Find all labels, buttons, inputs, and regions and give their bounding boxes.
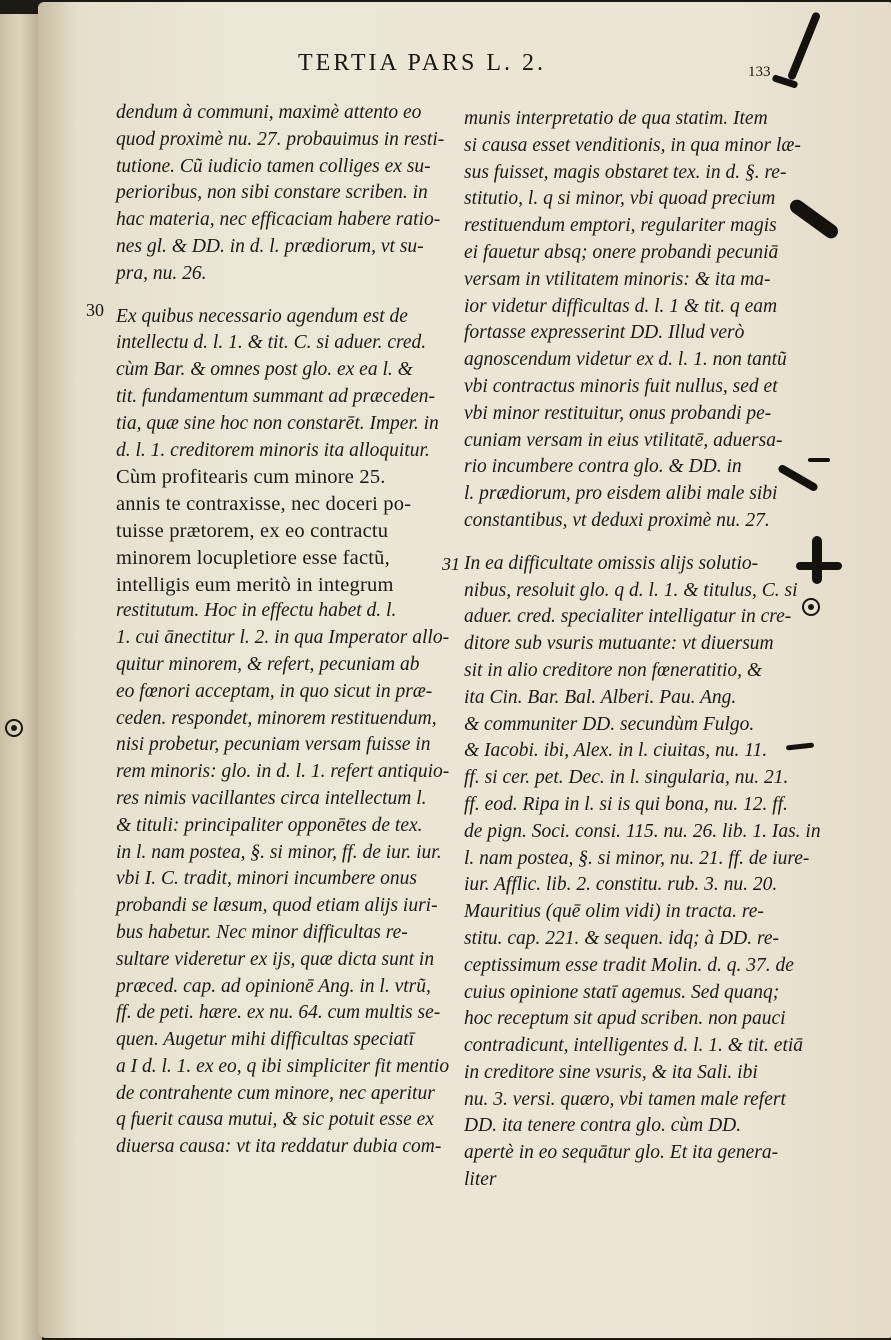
text-line: d. l. 1. creditorem minoris ita alloquitur. [116,439,430,461]
text-line: dendum à communi, maximè attento eo [116,102,422,123]
text-line: constantibus, vt deduxi proximè nu. 27. [464,509,770,531]
text-line: nibus, resoluit glo. q d. l. 1. & titulus, C. si [464,579,798,601]
text-line: nisi probetur, pecuniam versam fuisse in [116,734,431,756]
text-line: vbi I. C. tradit, minori incumbere onus [116,868,417,890]
text-line: & communiter DD. secundùm Fulgo. [464,713,755,735]
text-line: intelligis eum meritò in integrum [116,573,394,596]
text-line: apertè in eo sequātur glo. Et ita genera- [464,1142,779,1164]
text-line: in l. nam postea, §. si minor, ff. de iur. iur. [116,841,442,863]
text-line: stitu. cap. 221. & sequen. idq; à DD. re- [464,927,780,949]
text-line: de contrahente cum minore, nec aperitur [116,1082,435,1104]
paragraph-gap [464,535,784,551]
text-line: ff. de peti. hære. ex nu. 64. cum multis se- [116,1002,441,1024]
circle-mark-left [5,719,23,737]
ink-dash-1 [808,458,830,462]
running-title: TERTIA PARS L. 2. [298,50,547,76]
text-line: l. prædiorum, pro eisdem alibi male sibi [464,483,778,505]
text-line: cùm Bar. & omnes post glo. ex ea l. & [116,359,413,381]
text-line: In ea difficultate omissis alijs solutio- [464,552,759,574]
text-line: munis interpretatio de qua statim. Item [464,108,768,129]
ink-cross-horizontal [796,562,842,570]
text-line: 1. cui ānectitur l. 2. in qua Imperator allo- [116,627,450,649]
text-line: q fuerit causa mutui, & sic potuit esse ex [116,1109,434,1131]
text-line: tutione. Cũ iudicio tamen colliges ex su- [116,155,431,177]
text-line: tuisse prætorem, ex eo contractu [116,519,389,542]
text-line: eo fœnori acceptam, in quo sicut in præ- [116,680,433,702]
text-line: & Iacobi. ibi, Alex. in l. ciuitas, nu. 11. [464,740,768,762]
margin-number-30: 30 [86,300,104,320]
text-line: versam in vtilitatem minoris: & ita ma- [464,268,771,290]
text-line: DD. ita tenere contra glo. cùm DD. [464,1115,742,1137]
text-line: aduer. cred. specialiter intelligatur in cre- [464,606,792,628]
text-line: de pign. Soci. consi. 115. nu. 26. lib. 1. Ias. in [464,820,821,842]
text-line: præced. cap. ad opinionē Ang. in l. vtrũ, [116,975,431,997]
text-line: quen. Augetur mihi difficultas speciatī [116,1029,415,1051]
text-line: tia, quæ sine hoc non constarēt. Imper. in [116,412,439,434]
text-line: & tituli: principaliter opponētes de tex. [116,814,423,836]
text-line: ei fauetur absq; onere probandi pecuniā [464,241,779,263]
text-line: ceptissimum esse tradit Molin. d. q. 37. de [464,954,794,976]
text-line: rem minoris: glo. in d. l. 1. refert antiquio- [116,761,450,783]
text-line: hoc receptum sit apud scriben. non pauci [464,1008,786,1030]
text-line: sultare videretur ex ijs, quæ dicta sunt in [116,948,435,970]
text-line: bus habetur. Nec minor difficultas re- [116,921,408,943]
text-line: nu. 3. versi. quæro, vbi tamen male refert [464,1088,786,1110]
text-line: probandi se læsum, quod etiam alijs iuri- [116,895,438,917]
text-line: nes gl. & DD. in d. l. prædiorum, vt su- [116,235,424,257]
text-line: restitutum. Hoc in effectu habet d. l. [116,600,397,622]
text-line: ceden. respondet, minorem restituendum, [116,707,437,729]
text-line: ff. si cer. pet. Dec. in l. singularia, nu. 21. [464,767,789,789]
text-line: l. nam postea, §. si minor, nu. 21. ff. de iure- [464,847,810,869]
left-page-edge [0,14,42,1340]
text-line: perioribus, non sibi constare scriben. in [116,182,428,204]
text-line: diuersa causa: vt ita reddatur dubia com- [116,1136,442,1158]
text-line: tit. fundamentum summant ad præceden- [116,385,436,407]
text-line: liter [464,1169,497,1191]
text-line: cuniam versam in eius vtilitatē, aduersa- [464,429,783,451]
text-line: in creditore sine vsuris, & ita Sali. ibi [464,1061,758,1083]
text-line: Ex quibus necessario agendum est de [116,305,408,327]
margin-number-31: 31 [442,554,460,574]
text-line: quitur minorem, & refert, pecuniam ab [116,653,420,675]
text-line: vbi minor restituitur, onus probandi pe- [464,402,772,424]
text-line: annis te contraxisse, nec doceri po- [116,493,412,516]
text-line: ditore sub vsuris mutuante: vt diuersum [464,633,774,655]
text-line: contradicunt, intelligentes d. l. 1. & tit. etiā [464,1035,804,1057]
text-line: rio incumbere contra glo. & DD. in [464,456,742,478]
text-line: ior videtur difficultas d. l. 1 & tit. q eam [464,295,778,317]
text-line: vbi contractus minoris fuit nullus, sed et [464,375,778,397]
text-line: res nimis vacillantes circa intellectum l. [116,787,427,809]
folio-number: 133 [748,64,771,80]
text-line: sit in alio creditore non fœneratitio, & [464,659,763,681]
text-line: ita Cin. Bar. Bal. Alberi. Pau. Ang. [464,686,737,708]
ink-cross-vertical [812,536,822,584]
paragraph-gap [116,288,434,304]
text-line: stitutio, l. q si minor, vbi quoad precium [464,188,776,210]
text-line: hac materia, nec efficaciam habere ratio- [116,209,441,231]
left-column [116,100,450,1161]
text-line: Cùm profitearis cum minore 25. [116,466,386,489]
right-column [464,106,821,1194]
text-line: sus fuisset, magis obstaret tex. in d. §. re- [464,161,787,183]
text-line: si causa esset venditionis, in qua minor læ- [464,134,801,156]
text-line: intellectu d. l. 1. & tit. C. si aduer. cred. [116,332,427,354]
circle-mark-right [802,598,820,616]
text-line: fortasse expresserint DD. Illud verò [464,322,745,344]
text-line: ff. eod. Ripa in l. si is qui bona, nu. 12. ff. [464,793,788,815]
text-line: agnoscendum videtur ex d. l. 1. non tantũ [464,349,787,371]
text-line: restituendum emptori, regulariter magis [464,215,777,237]
text-line: a I d. l. 1. ex eo, q ibi simpliciter fit mentio [116,1055,450,1077]
text-line: quod proximè nu. 27. probauimus in resti- [116,128,445,150]
text-line: iur. Afflic. lib. 2. constitu. rub. 3. nu. 20. [464,874,778,896]
text-line: Mauritius (quē olim vidi) in tracta. re- [464,901,764,923]
text-line: pra, nu. 26. [116,262,207,284]
text-line: minorem locupletiore esse factũ, [116,546,390,569]
text-line: cuius opinione statī agemus. Sed quanq; [464,981,780,1003]
